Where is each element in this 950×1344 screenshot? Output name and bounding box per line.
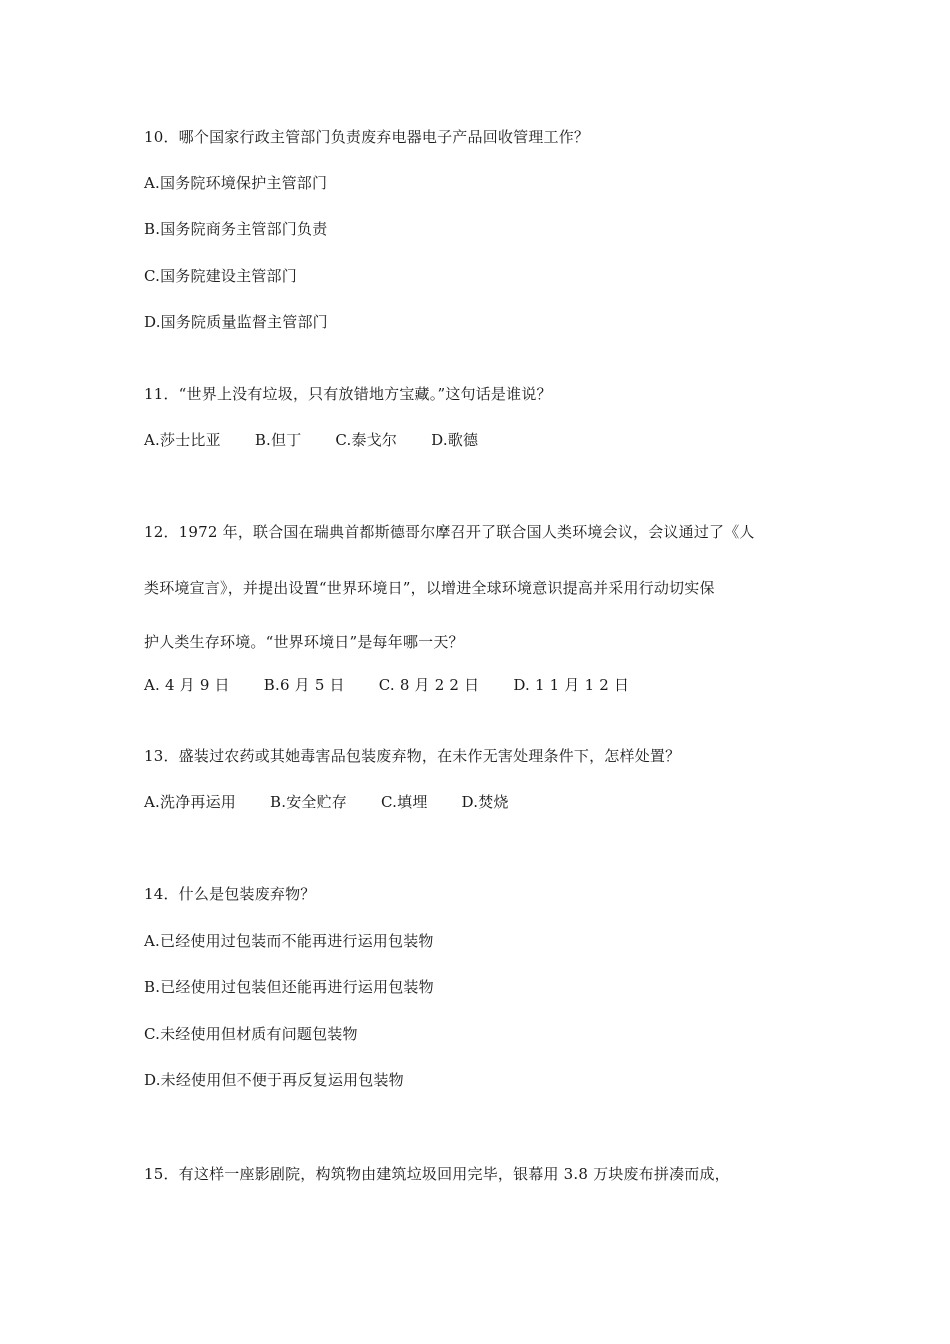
question-12-option-d: D. 1 1 月 1 2 日 <box>513 676 630 694</box>
question-11-option-c: C.泰戈尔 <box>335 431 398 449</box>
question-11-stem: 11．“世界上没有垃圾，只有放错地方宝藏。”这句话是谁说？ <box>144 385 552 403</box>
question-12-option-c: C. 8 月 2 2 日 <box>378 676 480 694</box>
question-11-option-b: B.但丁 <box>254 431 302 449</box>
question-10-option-b: B.国务院商务主管部门负责 <box>144 220 328 238</box>
question-11-option-a: A.莎士比亚 <box>144 431 221 449</box>
question-11-options <box>144 430 478 450</box>
question-13-option-d: D.焚烧 <box>461 793 509 811</box>
question-11-option-d: D.歌德 <box>431 431 479 449</box>
question-14-option-d: D.未经使用但不便于再反复运用包装物 <box>144 1071 404 1089</box>
question-13-option-b: B.安全贮存 <box>270 793 348 811</box>
question-13-stem: 13．盛装过农药或其她毒害品包装废弃物，在未作无害处理条件下，怎样处置？ <box>144 747 681 765</box>
question-12-option-a: A. 4 月 9 日 <box>144 676 230 694</box>
question-14-option-c: C.未经使用但材质有问题包装物 <box>144 1025 358 1043</box>
question-10-stem: 10．哪个国家行政主管部门负责废弃电器电子产品回收管理工作？ <box>144 128 590 146</box>
question-12-options <box>144 675 629 695</box>
question-13-options <box>144 792 509 812</box>
question-15-stem: 15．有这样一座影剧院，构筑物由建筑垃圾回用完毕，银幕用 3.8 万块废布拼凑而成， <box>144 1165 730 1183</box>
question-10-option-d: D.国务院质量监督主管部门 <box>144 313 328 331</box>
question-13-option-c: C.填埋 <box>381 793 428 811</box>
question-12-stem-line-3: 护人类生存环境。“世界环境日”是每年哪一天？ <box>144 633 464 651</box>
question-10-option-a: A.国务院环境保护主管部门 <box>144 174 328 192</box>
question-14-stem: 14．什么是包装废弃物？ <box>144 885 316 903</box>
question-14-option-b: B.已经使用过包装但还能再进行运用包装物 <box>144 978 434 996</box>
question-14-option-a: A.已经使用过包装而不能再进行运用包装物 <box>144 932 434 950</box>
question-10-option-c: C.国务院建设主管部门 <box>144 267 297 285</box>
question-13-option-a: A.洗净再运用 <box>144 793 237 811</box>
question-12-stem-line-2: 类环境宣言》，并提出设置“世界环境日”，以增进全球环境意识提高并采用行动切实保 <box>144 579 715 597</box>
question-12-option-b: B.6 月 5 日 <box>263 676 345 694</box>
question-12-stem-line-1: 12．1972 年，联合国在瑞典首都斯德哥尔摩召开了联合国人类环境会议，会议通过了《人 <box>144 523 755 541</box>
